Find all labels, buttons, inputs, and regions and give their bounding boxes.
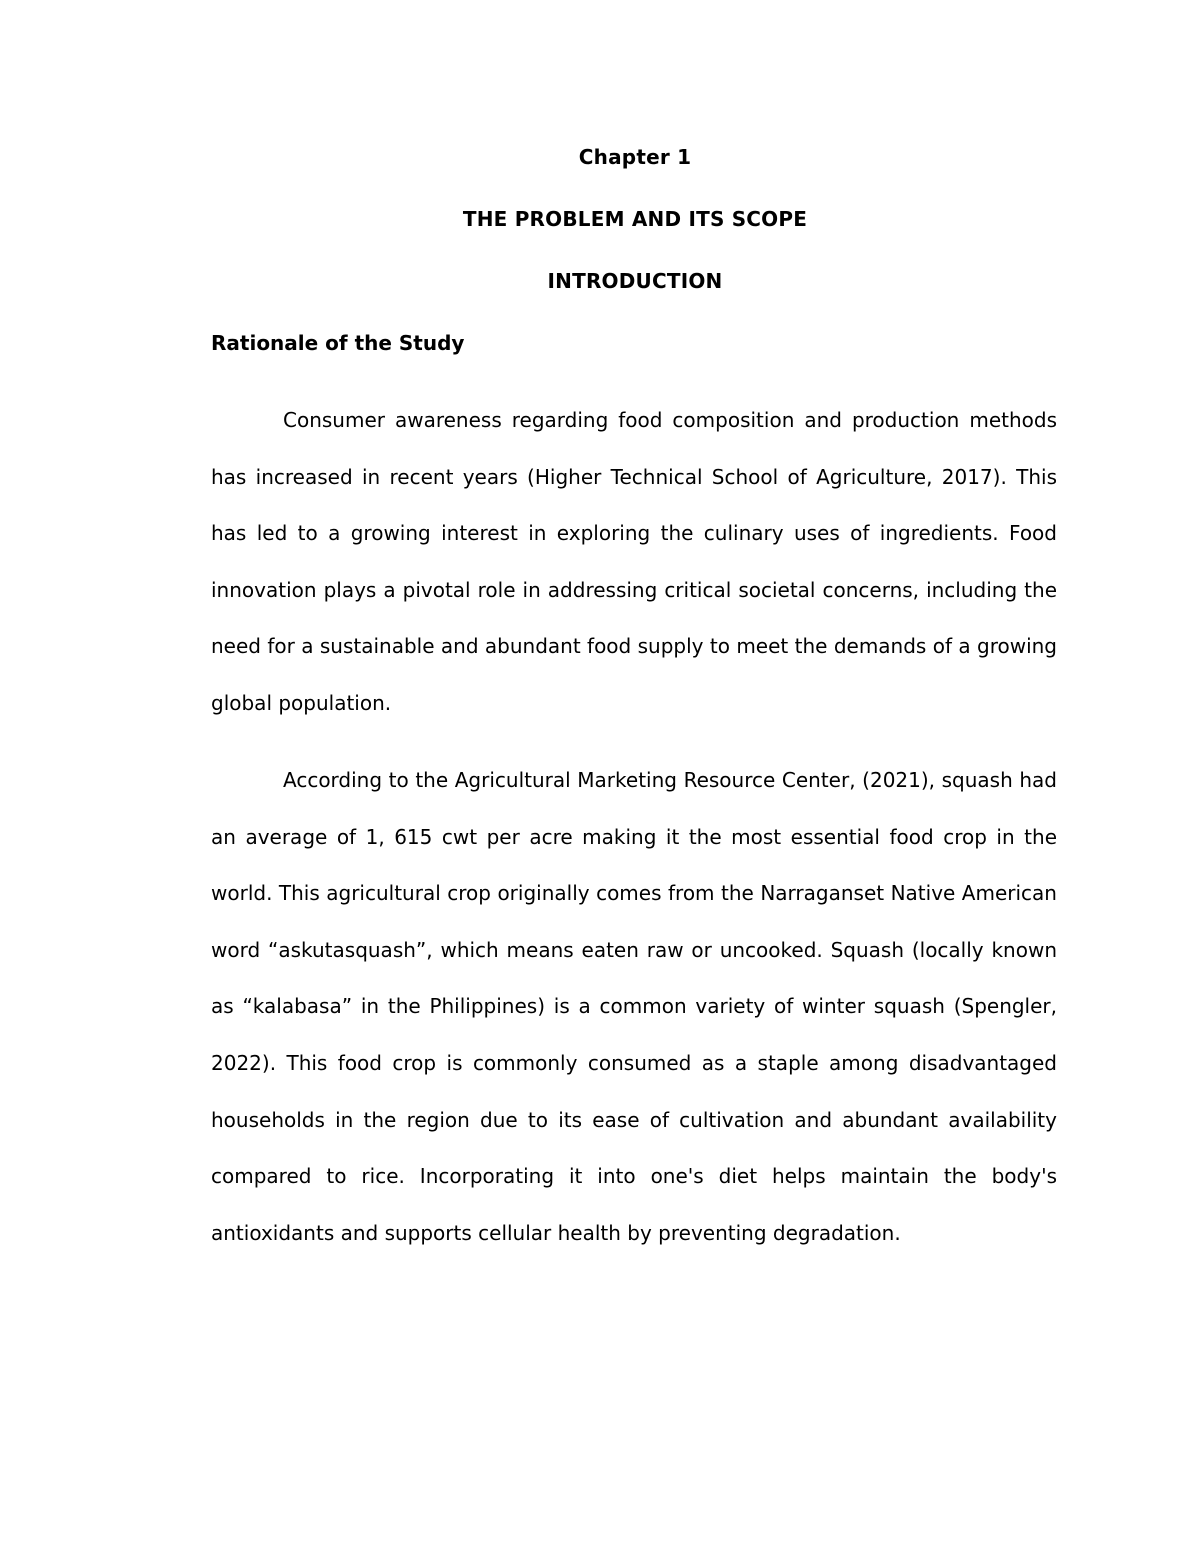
paragraph: According to the Agricultural Marketing Resource Center, (2021), squash had an average of 1, 615 cwt per acre making it the most essential food crop in the world. This agricultural crop originally comes from the Narraganset Native American word “askutasquash”, which means eaten raw or uncooked. Squash (locally known as “kalabasa” in the Philippines) is a common variety of winter squash (Spengler, 2022). This food crop is commonly consumed as a staple among disadvantaged households in the region due to its ease of cultivation and abundant availability compared to rice. Incorporating it into one's diet helps maintain the body's antioxidants and supports cellular health by preventing degradation. [211, 768, 1057, 1245]
chapter-title: THE PROBLEM AND ITS SCOPE [462, 207, 808, 231]
section-heading: INTRODUCTION [547, 269, 723, 293]
chapter-heading: Chapter 1 [578, 145, 692, 169]
subsection-heading: Rationale of the Study [211, 331, 465, 355]
paragraph: Consumer awareness regarding food composition and production methods has increased in recent years (Higher Technical School of Agriculture, 2017). This has led to a growing interest in exploring the culinary uses of ingredients. Food innovation plays a pivotal role in addressing critical societal concerns, including the need for a sustainable and abundant food supply to meet the demands of a growing global population. [211, 408, 1057, 715]
